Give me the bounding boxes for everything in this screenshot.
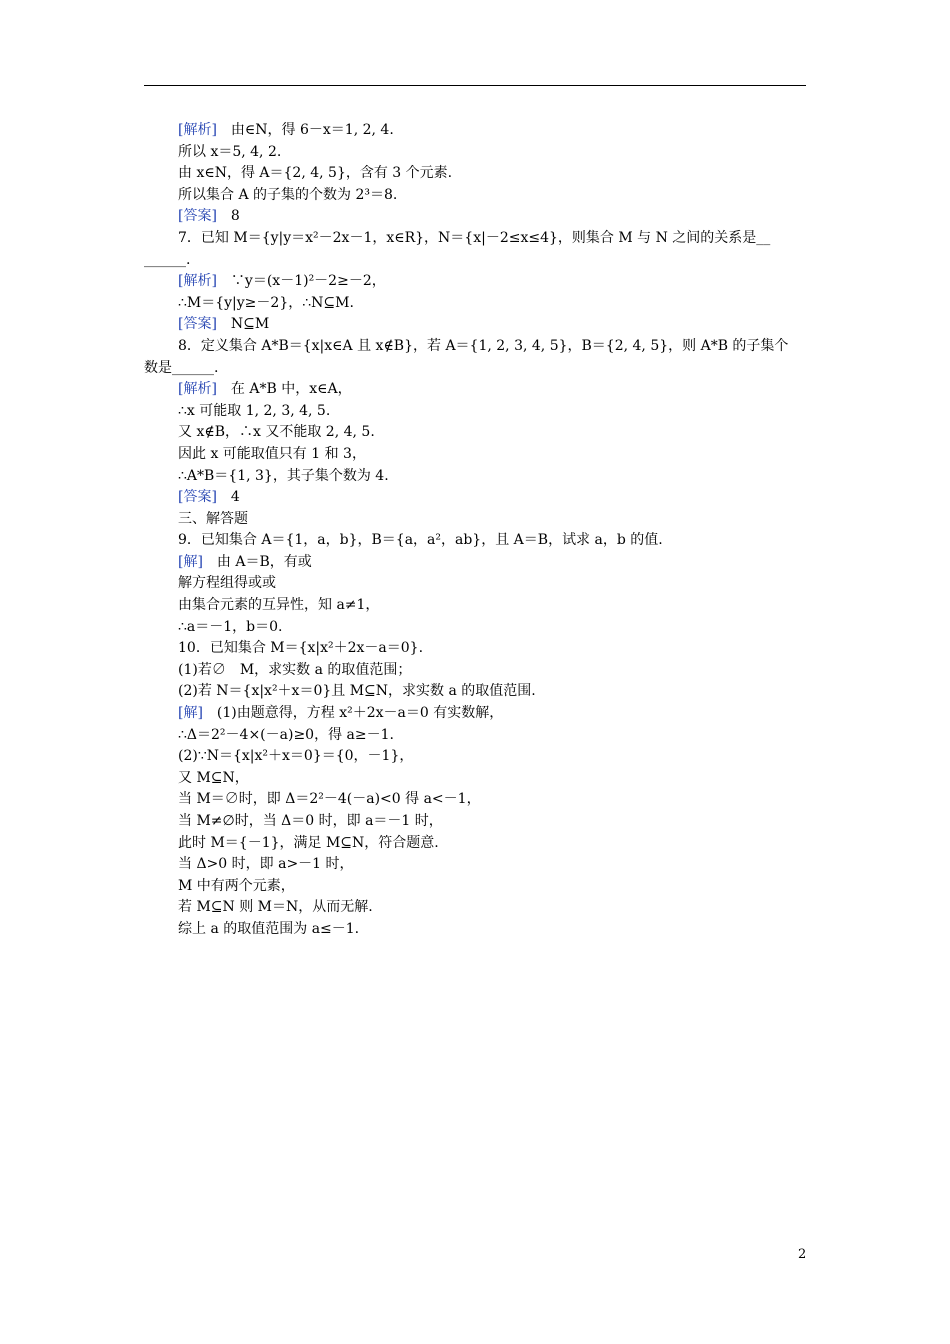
text-line [144,271,806,293]
text-line [144,530,806,552]
line-text: 当 Δ>0 时，即 a>－1 时， [178,856,354,873]
text-line [144,336,806,358]
line-text: 由 A＝B，有或 [202,553,312,570]
answer-tag: [解] [178,705,203,722]
answer-tag: [答案] [178,489,217,506]
text-line [144,746,806,768]
line-text: 9．已知集合 A＝{1，a，b}，B＝{a，a²，ab}，且 A＝B，试求 a，b 的值. [178,532,663,549]
text-line [144,552,806,574]
document-body [144,120,806,941]
line-text: 由∈N，得 6－x＝1, 2, 4. [216,122,394,138]
line-text: ______. [144,251,191,268]
line-text: 8．定义集合 A*B＝{x|x∈A 且 x∉B}，若 A＝{1, 2, 3, 4, 5}，B＝{2, 4, 5}，则 A*B 的子集个 [178,337,789,354]
line-text: 在 A*B 中，x∈A， [216,381,352,398]
text-line [144,811,806,833]
answer-tag: [答案] [178,316,217,333]
line-text: 7．已知 M＝{y|y＝x²－2x－1，x∈R}，N＝{x|－2≤x≤4}，则集合 M 与 N 之间的关系是__ [178,229,771,246]
answer-tag: [解] [178,553,203,570]
text-line [144,422,806,444]
line-text: 4 [216,489,240,506]
line-text: (2)∵N＝{x|x²＋x＝0}＝{0，－1}， [178,748,414,765]
line-text: (2)若 N＝{x|x²＋x＝0}且 M⊆N，求实数 a 的取值范围. [178,683,536,700]
text-line [144,876,806,898]
line-text: M 中有两个元素， [178,877,295,894]
text-line [144,206,806,228]
line-text: 因此 x 可能取值只有 1 和 3， [178,445,366,462]
line-text: (1)若∅ M，求实数 a 的取值范围； [178,661,412,678]
text-line [144,573,806,595]
text-line [144,703,806,725]
text-line [144,379,806,401]
text-line [144,509,806,531]
text-line [144,444,806,466]
answer-tag: [答案] [178,208,217,225]
line-text: ∴a＝－1，b＝0. [178,618,283,635]
answer-tag: [解析] [178,273,217,290]
line-text: ∵y＝(x－1)²－2≥－2， [216,273,386,290]
line-text: 由 x∈N，得 A＝{2, 4, 5}，含有 3 个元素. [178,165,453,182]
line-text: ∴Δ＝2²－4×(－a)≥0，得 a≥－1. [178,726,394,743]
text-line [144,401,806,423]
line-text: 8 [216,208,240,225]
line-text: 综上 a 的取值范围为 a≤－1. [178,920,360,937]
line-text: 又 x∉B，∴x 又不能取 2, 4, 5. [178,424,375,441]
text-line [144,725,806,747]
line-text: N⊆M [216,316,270,333]
line-text: 三、解答题 [178,510,248,527]
line-text: 解方程组得或或 [178,575,276,592]
text-line [144,789,806,811]
text-line [144,854,806,876]
text-line [144,487,806,509]
text-line [144,617,806,639]
line-text: ∴M＝{y|y≥－2}，∴N⊆M. [178,294,354,311]
line-text: 所以 x＝5, 4, 2. [178,143,282,160]
line-text: (1)由题意得，方程 x²＋2x－a＝0 有实数解， [202,705,504,722]
text-line [144,163,806,185]
line-text: 当 M≠∅时，当 Δ＝0 时，即 a＝－1 时， [178,813,443,829]
answer-tag: [解析] [178,381,217,398]
line-text: 10．已知集合 M＝{x|x²＋2x－a＝0}. [178,640,424,657]
page-number: 2 [798,1247,807,1262]
line-text: 数是______. [144,359,219,376]
text-line [144,293,806,315]
line-text: 此时 M＝{－1}，满足 M⊆N，符合题意. [178,834,439,851]
text-line [144,142,806,164]
text-line [144,833,806,855]
text-line [144,466,806,488]
line-text: ∴x 可能取 1, 2, 3, 4, 5. [178,402,331,419]
line-text: 由集合元素的互异性，知 a≠1， [178,597,380,614]
text-line [144,250,806,272]
text-line [144,358,806,380]
text-line [144,120,806,142]
line-text: 所以集合 A 的子集的个数为 2³＝8. [178,186,398,203]
text-line [144,638,806,660]
text-line [144,185,806,207]
line-text: ∴A*B＝{1, 3}，其子集个数为 4. [178,467,389,484]
answer-tag: [解析] [178,122,217,138]
text-line [144,919,806,941]
text-line [144,314,806,336]
text-line [144,660,806,682]
text-line [144,897,806,919]
line-text: 若 M⊆N 则 M＝N，从而无解. [178,899,373,916]
line-text: 又 M⊆N， [178,769,249,786]
header-rule [144,85,806,86]
text-line [144,768,806,790]
line-text: 当 M＝∅时，即 Δ＝2²－4(－a)<0 得 a<－1， [178,791,481,808]
text-line [144,228,806,250]
text-line [144,681,806,703]
text-line [144,595,806,617]
